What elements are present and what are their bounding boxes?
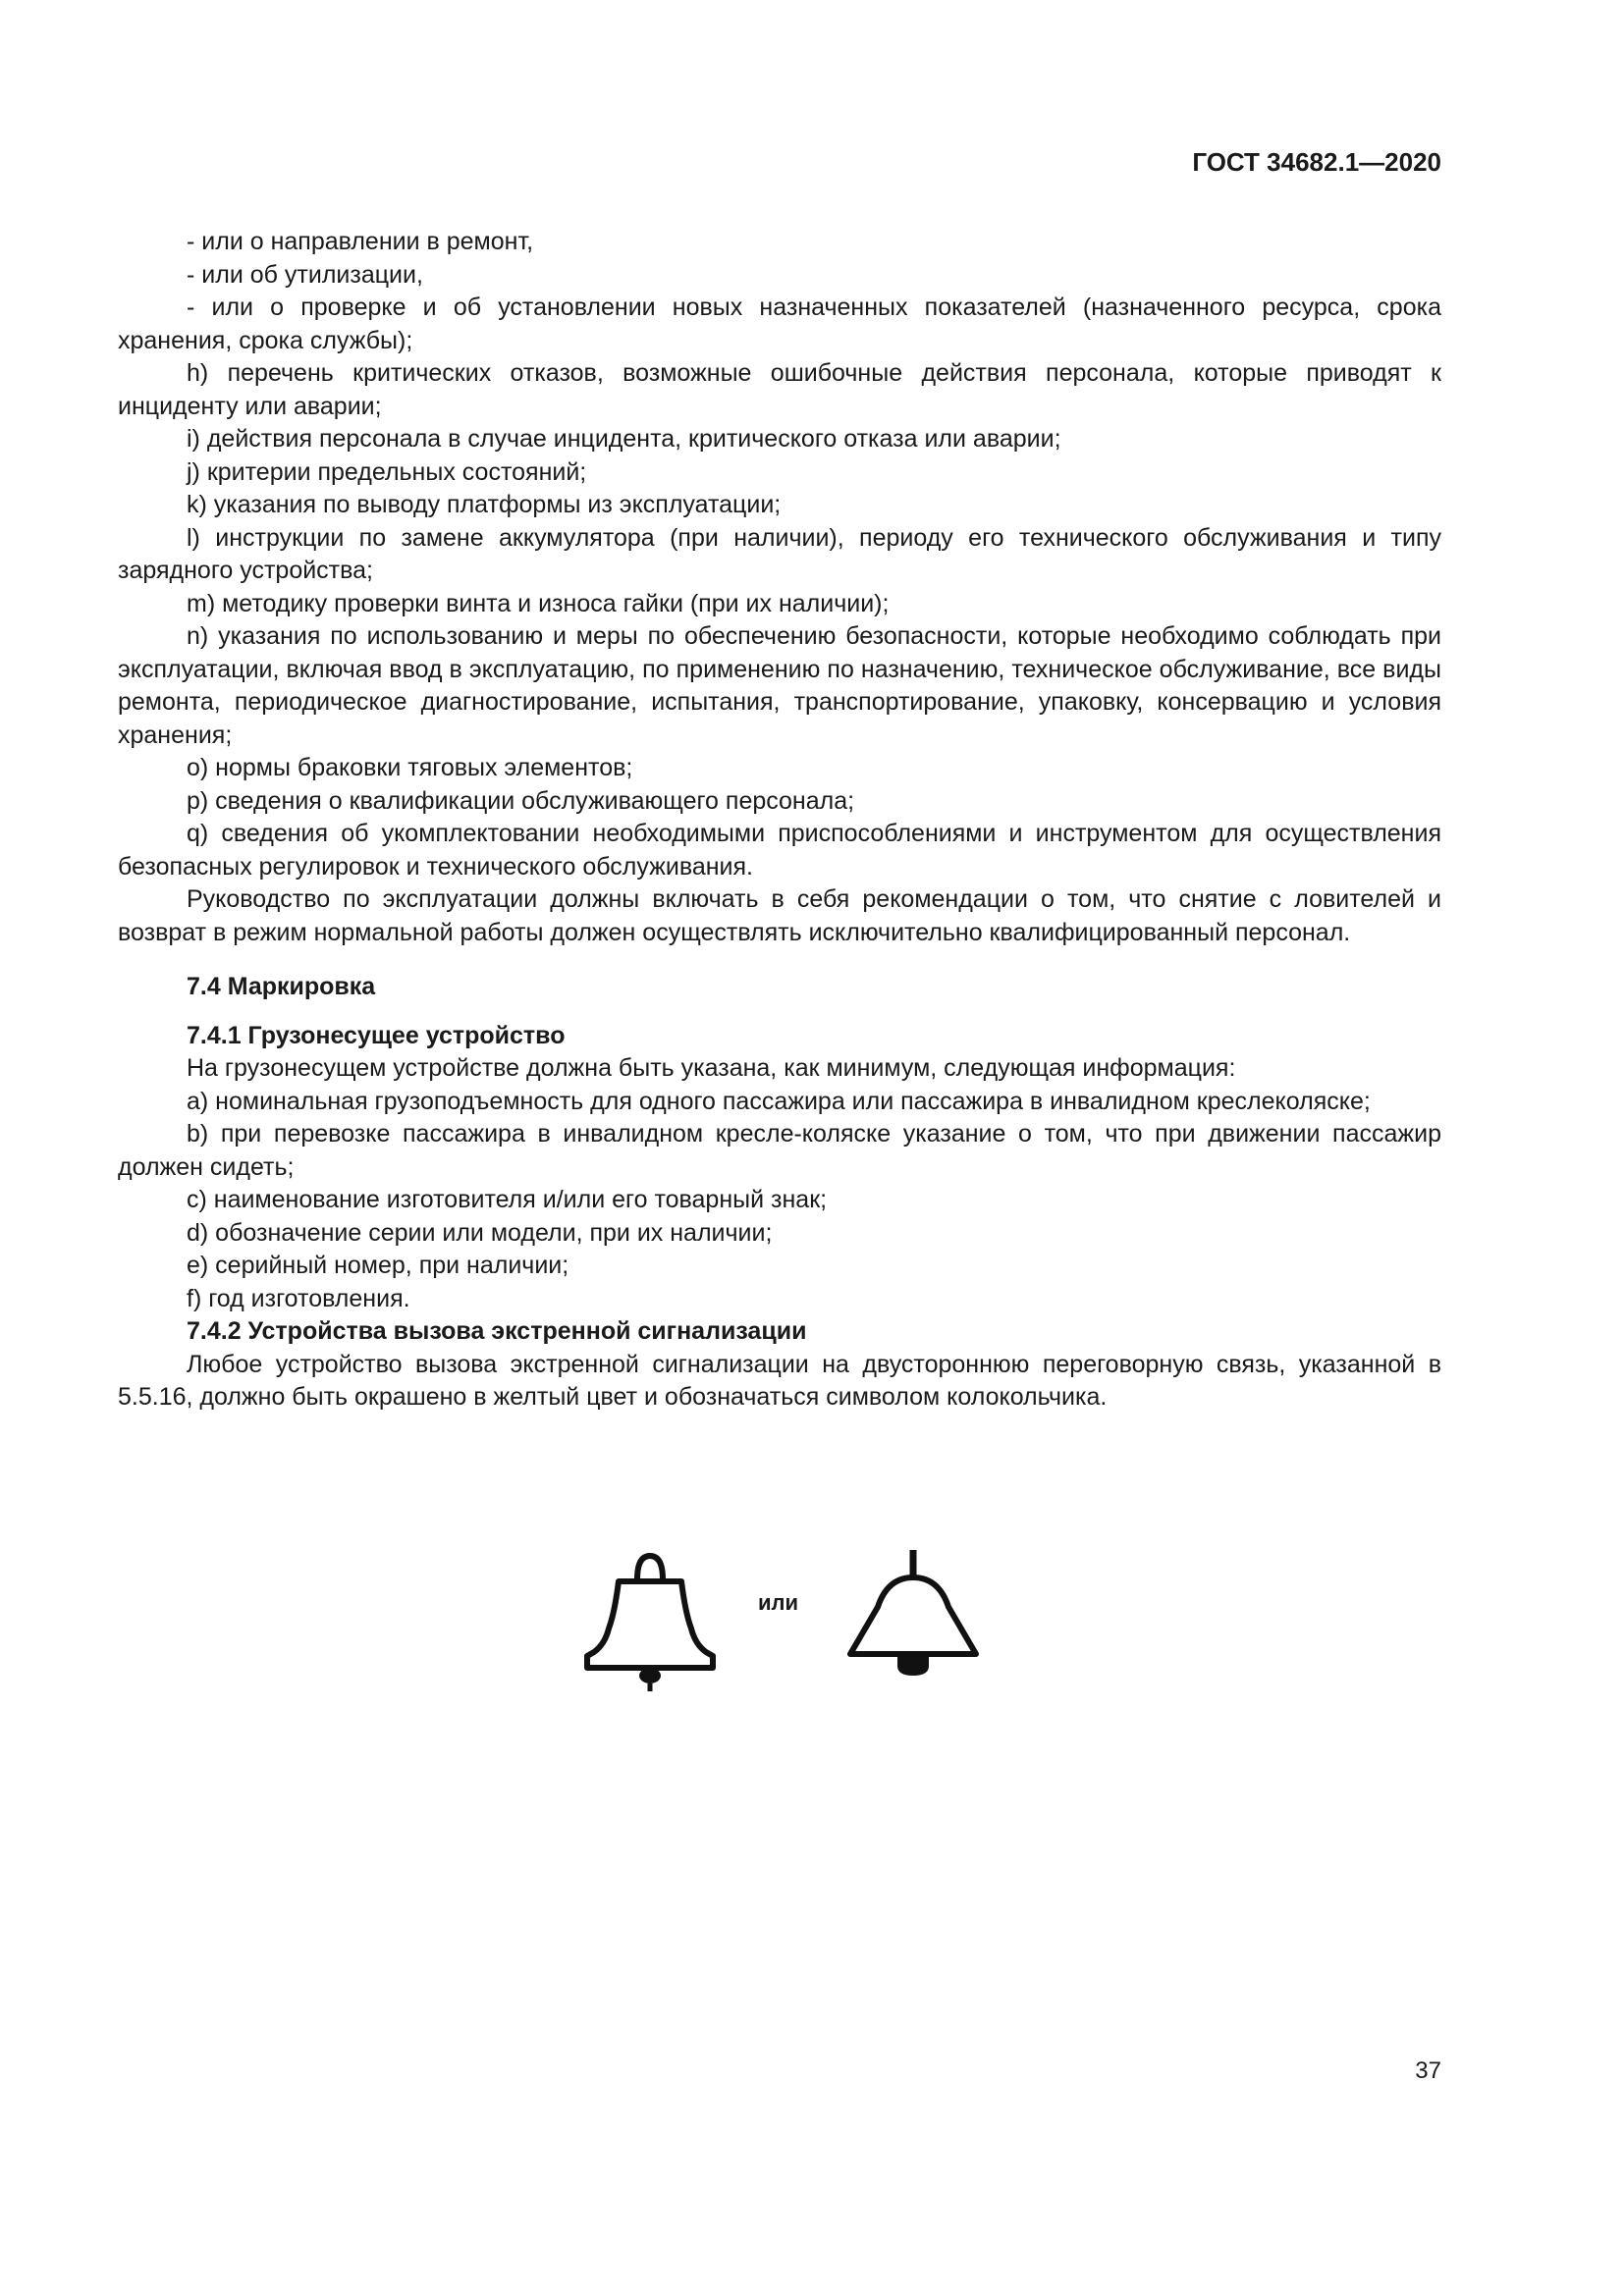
list-item: o) нормы браковки тяговых элементов; bbox=[187, 754, 633, 781]
subsection-heading: 7.4.1 Грузонесущее устройство bbox=[187, 1021, 566, 1049]
list-item: f) год изготовления. bbox=[187, 1284, 410, 1312]
list-item: j) критерии предельных состояний; bbox=[187, 457, 587, 486]
list-item: c) наименование изготовителя и/или его товарный знак; bbox=[187, 1186, 828, 1213]
bell-icon bbox=[583, 1550, 716, 1692]
bell-dome-icon bbox=[844, 1546, 982, 1683]
page-body bbox=[118, 226, 1441, 1415]
bell-symbols-figure bbox=[579, 1546, 982, 1703]
list-item: i) действия персонала в случае инцидента, критического отказа или аварии; bbox=[187, 425, 1061, 453]
list-item: - или о направлении в ремонт, bbox=[187, 228, 534, 255]
list-item: - или об утилизации, bbox=[187, 260, 423, 289]
paragraph: Любое устройство вызова экстренной сигнализации на двустороннюю переговорную связь, указанной в 5.5.16, должно быть окрашено в желтый цвет и обозначаться символом колокольчика. bbox=[118, 1350, 1441, 1411]
paragraph: На грузонесущем устройстве должна быть указана, как минимум, следующая информация: bbox=[187, 1054, 1236, 1082]
paragraph: q) сведения об укомплектовании необходимыми приспособлениями и инструментом для осуществления безопасных регулировок и технического обслуживания. bbox=[118, 820, 1441, 881]
list-item: d) обозначение серии или модели, при их наличии; bbox=[187, 1218, 773, 1247]
paragraph: Руководство по эксплуатации должны включать в себя рекомендации о том, что снятие с ловителей и возврат в режим нормальной работы должен осуществлять исключительно квалифицированный персонал. bbox=[118, 885, 1441, 946]
or-label: или bbox=[758, 1590, 799, 1615]
document-code: ГОСТ 34682.1—2020 bbox=[1192, 147, 1441, 177]
subsection-heading: 7.4.2 Устройства вызова экстренной сигнализации bbox=[187, 1317, 807, 1345]
list-item: p) сведения о квалификации обслуживающего персонала; bbox=[187, 786, 855, 815]
list-item: m) методику проверки винта и износа гайки (при их наличии); bbox=[187, 589, 890, 617]
paragraph: b) при перевозке пассажира в инвалидном кресле-коляске указание о том, что при движении пассажир должен сидеть; bbox=[118, 1120, 1441, 1181]
list-item: e) серийный номер, при наличии; bbox=[187, 1252, 569, 1279]
paragraph: n) указания по использованию и меры по обеспечению безопасности, которые необходимо соблюдать при эксплуатации, включая ввод в эксплуатацию, по применению по назначению, техническое обслуживание, все виды ремонта, периодическое диагностирование, испытания, транспортирование, упаковку, консервацию и условия хранения; bbox=[118, 622, 1441, 749]
paragraph: h) перечень критических отказов, возможные ошибочные действия персонала, которые приводят к инциденту или аварии; bbox=[118, 359, 1441, 420]
paragraph: a) номинальная грузоподъемность для одного пассажира или пассажира в инвалидном креслеколяске; bbox=[187, 1087, 1371, 1115]
list-item: k) указания по выводу платформы из эксплуатации; bbox=[187, 491, 782, 518]
page-number: 37 bbox=[1415, 2057, 1441, 2084]
section-heading: 7.4 Маркировка bbox=[187, 973, 376, 1000]
paragraph: - или о проверке и об установлении новых назначенных показателей (назначенного ресурса, срока хранения, срока службы); bbox=[118, 294, 1441, 354]
paragraph: l) инструкции по замене аккумулятора (при наличии), периоду его технического обслуживания и типу зарядного устройства; bbox=[118, 523, 1441, 584]
